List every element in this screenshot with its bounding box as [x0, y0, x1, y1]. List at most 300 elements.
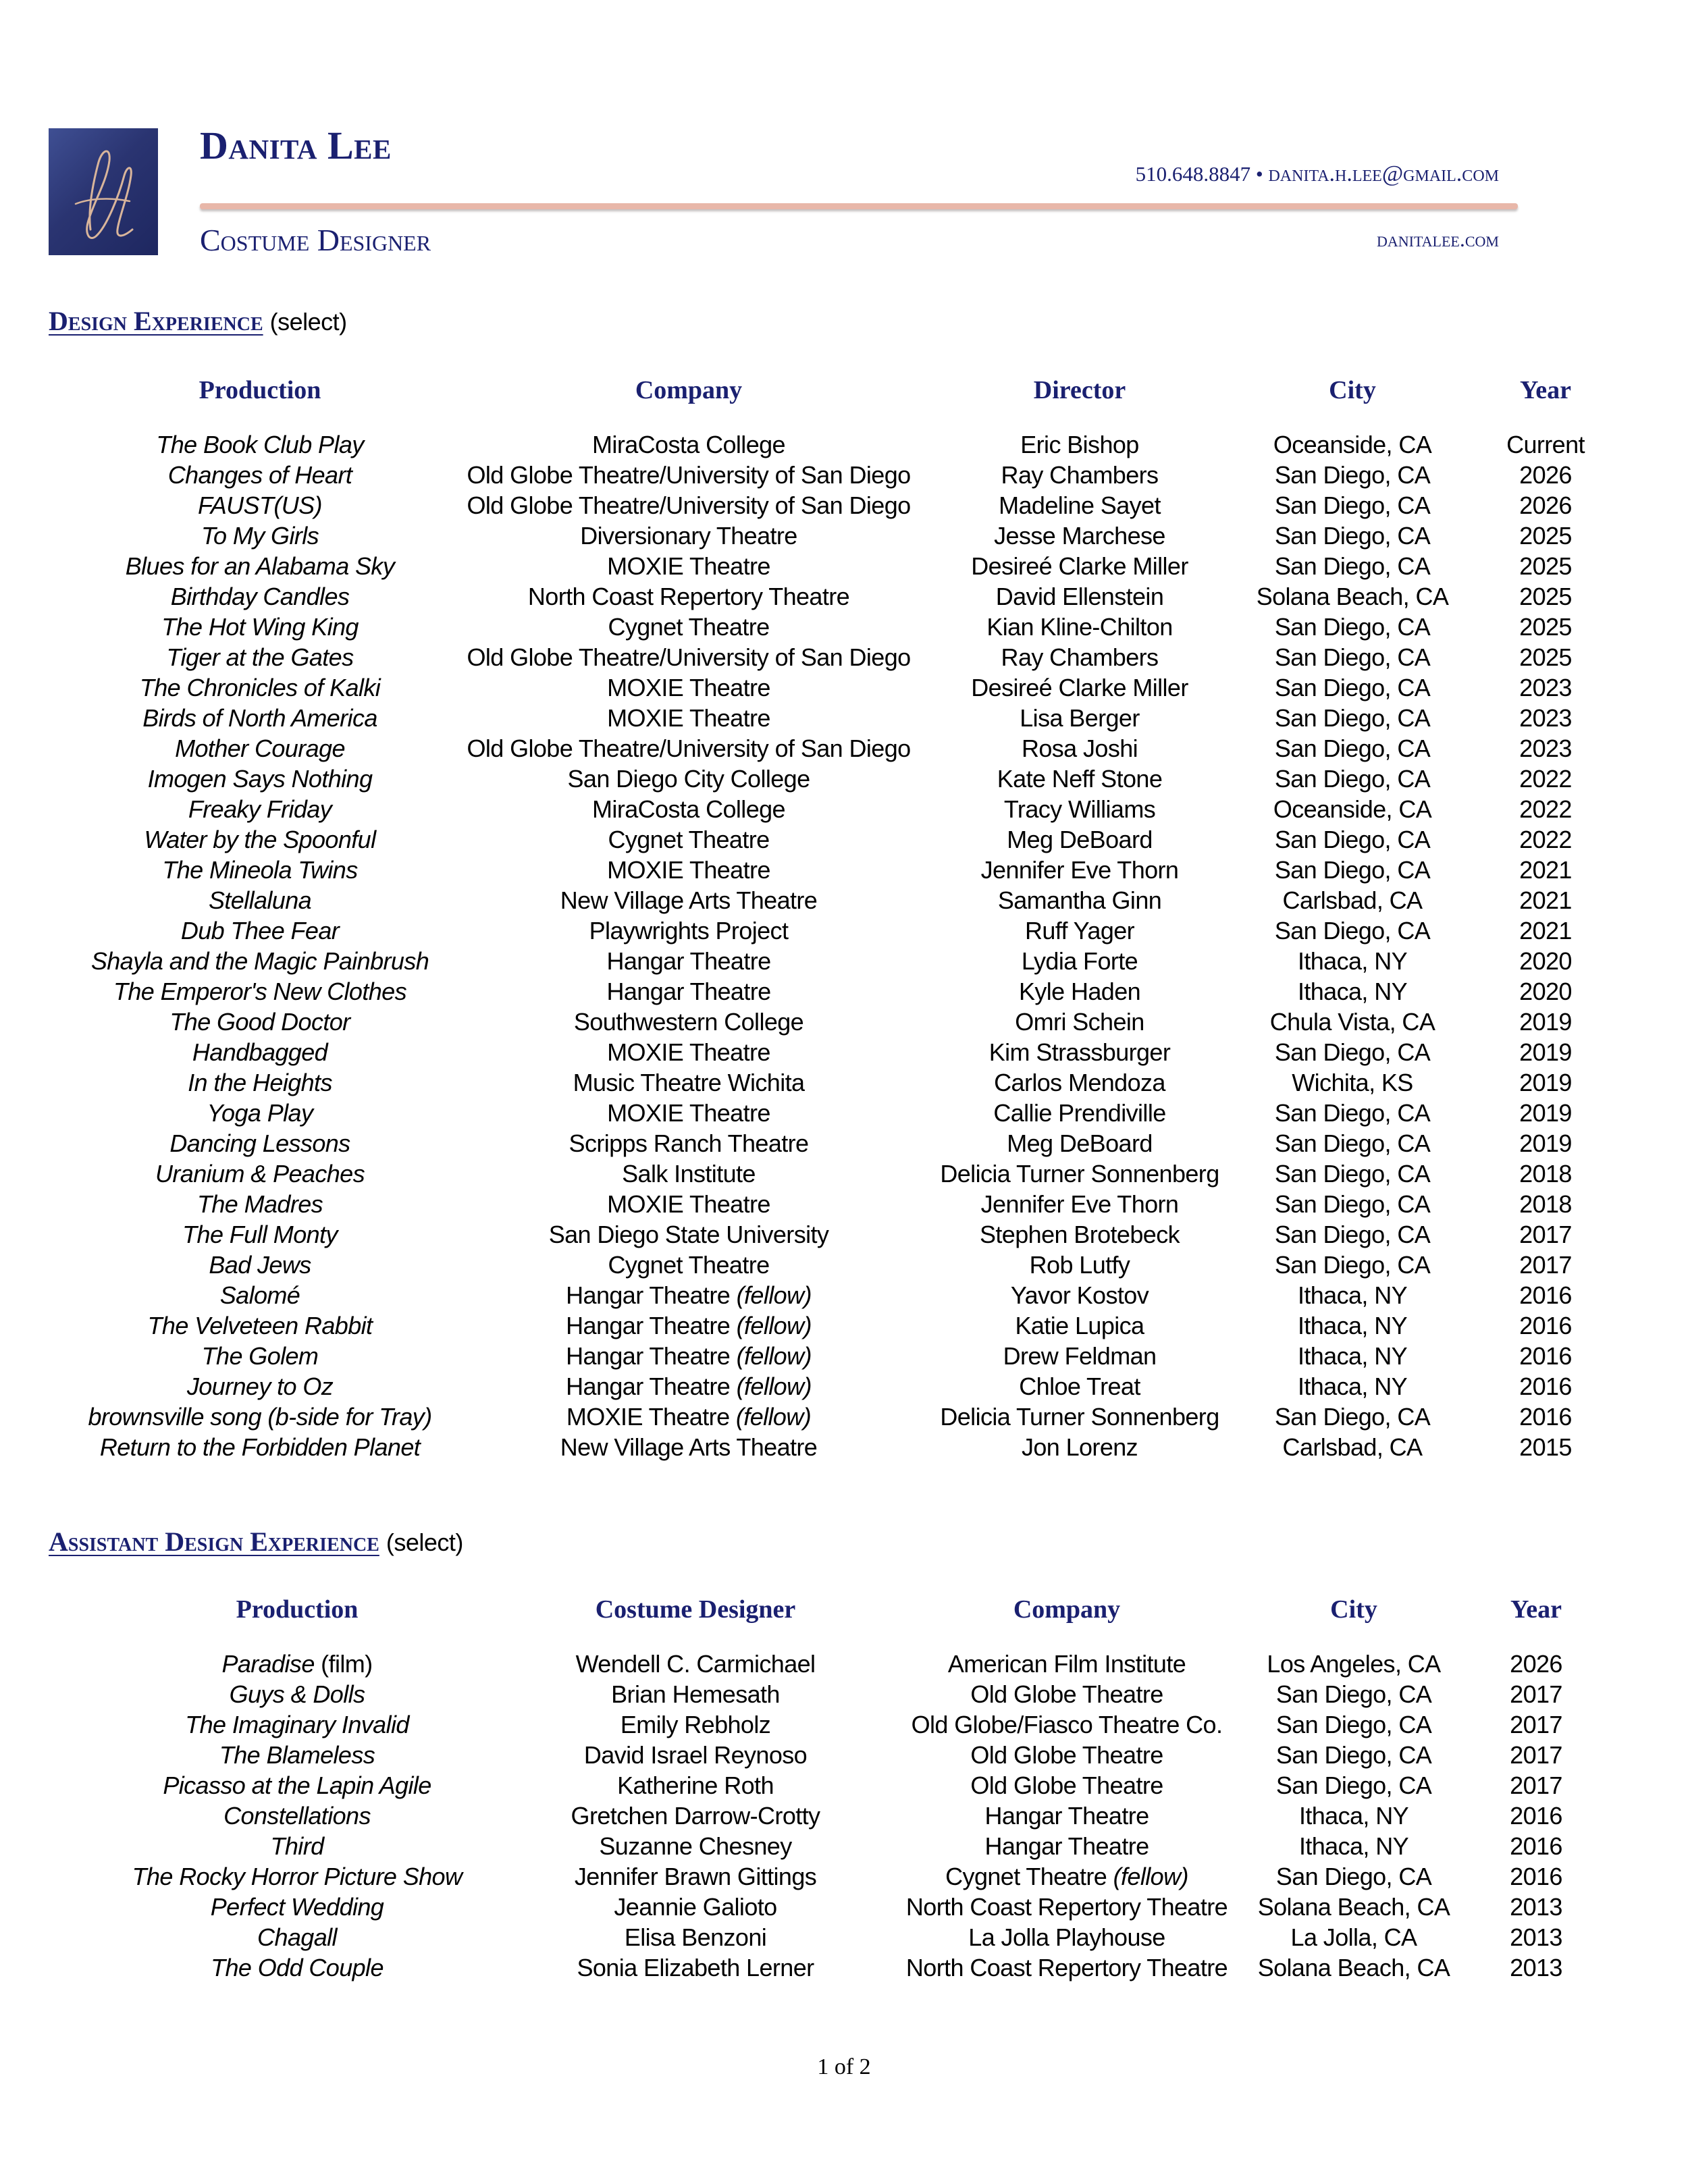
company-name: Old Globe/Fiasco Theatre Co. [911, 1711, 1223, 1738]
designer-cell: Gretchen Darrow-Crotty [571, 1802, 820, 1830]
director-cell: Desireé Clarke Miller [971, 674, 1188, 701]
city-cell: Solana Beach, CA [1257, 1893, 1450, 1921]
production-title: Picasso at the Lapin Agile [163, 1772, 431, 1799]
year-cell: 2018 [1519, 1160, 1572, 1188]
table-row [61, 946, 1627, 976]
production-cell: Tiger at the Gates [166, 643, 354, 671]
city-cell: San Diego, CA [1274, 674, 1431, 701]
director-cell: David Ellenstein [995, 583, 1164, 610]
table-row [61, 1189, 1627, 1219]
year-cell: 2017 [1510, 1741, 1562, 1769]
year-cell: 2019 [1519, 1069, 1572, 1096]
director-cell: Stephen Brotebeck [979, 1221, 1180, 1248]
production-cell: Freaky Friday [188, 795, 332, 823]
company-cell [459, 824, 918, 855]
company-cell [459, 703, 918, 733]
director-cell: Delicia Turner Sonnenberg [940, 1403, 1219, 1431]
assistant-col-year: Year [1510, 1595, 1562, 1624]
director-cell: Ray Chambers [1001, 461, 1159, 489]
year-cell: 2025 [1519, 522, 1572, 550]
company-name: La Jolla Playhouse [968, 1923, 1165, 1951]
production-cell: Salomé [219, 1281, 300, 1309]
company-name: MOXIE Theatre [566, 1403, 730, 1431]
table-row [101, 1649, 1600, 1679]
company-cell [898, 1861, 1236, 1892]
table-row [101, 1892, 1600, 1922]
city-cell: San Diego, CA [1274, 643, 1431, 671]
table-row [61, 794, 1627, 824]
company-name: American Film Institute [947, 1650, 1186, 1678]
table-row [61, 1067, 1627, 1098]
design-col-year: Year [1520, 376, 1571, 404]
director-cell: Omri Schein [1015, 1008, 1144, 1036]
company-cell [459, 551, 918, 581]
year-cell: 2016 [1519, 1312, 1572, 1339]
production-cell: Blues for an Alabama Sky [125, 552, 395, 580]
production-title: The Blameless [219, 1741, 375, 1769]
table-row [101, 1679, 1600, 1709]
director-cell: Chloe Treat [1019, 1373, 1140, 1400]
city-cell: Ithaca, NY [1297, 1312, 1408, 1339]
production-title: Chagall [257, 1923, 337, 1951]
company-cell [898, 1679, 1236, 1709]
production-cell [101, 1831, 493, 1861]
company-name: MOXIE Theatre [607, 856, 770, 884]
assistant-heading-title: Assistant Design Experience [49, 1526, 379, 1557]
design-heading-note: (select) [269, 308, 347, 336]
city-cell: San Diego, CA [1274, 856, 1431, 884]
designer-cell: Wendell C. Carmichael [575, 1650, 816, 1678]
production-cell: Birds of North America [142, 704, 377, 732]
director-cell: Delicia Turner Sonnenberg [940, 1160, 1219, 1188]
company-cell [459, 460, 918, 490]
company-name: New Village Arts Theatre [560, 1433, 818, 1461]
company-name: Old Globe Theatre/University of San Diego [467, 461, 911, 489]
company-name: Old Globe Theatre [970, 1741, 1163, 1769]
director-cell: Jennifer Eve Thorn [980, 1190, 1179, 1218]
separator-bullet: • [1255, 162, 1263, 186]
city-cell: San Diego, CA [1274, 1403, 1431, 1431]
company-name: Old Globe Theatre/University of San Diego [467, 643, 911, 671]
company-cell [459, 612, 918, 642]
contact-line [1136, 158, 1499, 190]
table-row [61, 581, 1627, 612]
city-cell: Ithaca, NY [1297, 947, 1408, 975]
fellow-note: (fellow) [1113, 1863, 1188, 1890]
designer-cell: Sonia Elizabeth Lerner [577, 1954, 814, 1981]
design-heading-title: Design Experience [49, 306, 263, 336]
fellow-note: (fellow) [735, 1403, 812, 1431]
table-row [61, 733, 1627, 764]
year-cell: 2016 [1519, 1403, 1572, 1431]
year-cell: 2016 [1519, 1373, 1572, 1400]
company-name: San Diego City College [567, 765, 810, 793]
director-cell: Carlos Mendoza [994, 1069, 1165, 1096]
designer-cell: David Israel Reynoso [583, 1741, 808, 1769]
production-cell: The Good Doctor [169, 1008, 350, 1036]
company-name: North Coast Repertory Theatre [527, 583, 850, 610]
production-cell: Dancing Lessons [169, 1129, 350, 1157]
production-cell: Journey to Oz [186, 1373, 334, 1400]
year-cell: 2016 [1519, 1342, 1572, 1370]
monogram-logo [49, 128, 158, 255]
city-cell: San Diego, CA [1274, 735, 1431, 762]
director-cell: Samantha Ginn [997, 886, 1162, 914]
year-cell: 2019 [1519, 1099, 1572, 1127]
company-name: MOXIE Theatre [607, 1038, 770, 1066]
table-row [61, 885, 1627, 915]
year-cell: 2015 [1519, 1433, 1572, 1461]
director-cell: Desireé Clarke Miller [971, 552, 1188, 580]
company-cell [459, 1432, 918, 1462]
production-cell: The Mineola Twins [162, 856, 358, 884]
city-cell: San Diego, CA [1275, 1711, 1432, 1738]
table-row [101, 1770, 1600, 1801]
city-cell: San Diego, CA [1274, 826, 1431, 853]
company-cell [459, 1219, 918, 1250]
city-cell: Ithaca, NY [1297, 1281, 1408, 1309]
table-row [61, 490, 1627, 521]
city-cell: San Diego, CA [1274, 765, 1431, 793]
fellow-note: (fellow) [736, 1373, 812, 1400]
production-cell: Dub Thee Fear [180, 917, 340, 944]
designer-cell: Katherine Roth [617, 1772, 774, 1799]
company-name: Salk Institute [622, 1160, 756, 1188]
company-name: MOXIE Theatre [607, 552, 770, 580]
table-row [61, 1128, 1627, 1158]
table-row [61, 1250, 1627, 1280]
year-cell: 2022 [1519, 795, 1572, 823]
table-row [101, 1922, 1600, 1952]
company-cell [459, 1402, 918, 1432]
design-col-city: City [1329, 376, 1376, 404]
city-cell: Solana Beach, CA [1257, 1954, 1450, 1981]
production-cell: Mother Courage [175, 735, 345, 762]
fellow-note: (fellow) [736, 1342, 812, 1370]
company-name: Diversionary Theatre [580, 522, 797, 550]
production-cell [101, 1649, 493, 1679]
city-cell: Ithaca, NY [1297, 1342, 1408, 1370]
company-cell [459, 1037, 918, 1067]
director-cell: Kyle Haden [1018, 978, 1141, 1005]
production-cell: The Emperor's New Clothes [113, 978, 407, 1005]
production-title: Third [270, 1832, 324, 1860]
assistant-experience-table [101, 1595, 1600, 1983]
company-name: Cygnet Theatre [945, 1863, 1107, 1890]
company-cell [459, 1310, 918, 1341]
assistant-col-designer: Costume Designer [595, 1595, 796, 1624]
production-cell: Stellaluna [208, 886, 312, 914]
designer-cell: Emily Rebholz [620, 1711, 771, 1738]
year-cell: 2025 [1519, 613, 1572, 641]
production-cell [101, 1770, 493, 1801]
city-cell: Carlsbad, CA [1282, 1433, 1423, 1461]
table-row [101, 1831, 1600, 1861]
year-cell: 2013 [1510, 1893, 1562, 1921]
designer-cell: Elisa Benzoni [624, 1923, 767, 1951]
production-title: Perfect Wedding [210, 1893, 384, 1921]
production-cell [101, 1892, 493, 1922]
company-cell [459, 521, 918, 551]
company-cell [459, 642, 918, 672]
table-row [61, 855, 1627, 885]
director-cell: Ruff Yager [1024, 917, 1135, 944]
company-cell [459, 1280, 918, 1310]
email-link[interactable]: danita.h.lee@gmail.com [1268, 161, 1499, 186]
city-cell: Solana Beach, CA [1256, 583, 1449, 610]
company-name: MiraCosta College [592, 431, 785, 458]
year-cell: 2023 [1519, 735, 1572, 762]
company-name: Cygnet Theatre [608, 826, 770, 853]
city-cell: Oceanside, CA [1273, 431, 1432, 458]
city-cell: San Diego, CA [1275, 1680, 1432, 1708]
city-cell: La Jolla, CA [1290, 1923, 1417, 1951]
table-row [61, 429, 1627, 460]
city-cell: Ithaca, NY [1297, 1373, 1408, 1400]
designer-cell: Jeannie Galioto [614, 1893, 777, 1921]
table-row [61, 764, 1627, 794]
table-row [61, 672, 1627, 703]
phone-number[interactable]: 510.648.8847 [1135, 162, 1251, 186]
year-cell: 2025 [1519, 552, 1572, 580]
company-name: Music Theatre Wichita [573, 1069, 805, 1096]
year-cell: 2013 [1510, 1923, 1562, 1951]
director-cell: Madeline Sayet [999, 491, 1161, 519]
assistant-col-company: Company [1013, 1595, 1121, 1624]
year-cell: 2026 [1510, 1650, 1562, 1678]
director-cell: Jennifer Eve Thorn [980, 856, 1179, 884]
table-row [61, 551, 1627, 581]
year-cell: 2020 [1519, 978, 1572, 1005]
city-cell: Los Angeles, CA [1267, 1650, 1441, 1678]
city-cell: Chula Vista, CA [1269, 1008, 1435, 1036]
company-cell [459, 429, 918, 460]
production-cell [101, 1709, 493, 1740]
company-name: MOXIE Theatre [607, 1099, 770, 1127]
city-cell: San Diego, CA [1275, 1863, 1432, 1890]
monogram-signature-icon [49, 128, 158, 255]
company-name: Hangar Theatre [606, 947, 771, 975]
year-cell: 2019 [1519, 1008, 1572, 1036]
company-cell [898, 1709, 1236, 1740]
city-cell: San Diego, CA [1275, 1772, 1432, 1799]
city-cell: Carlsbad, CA [1282, 886, 1423, 914]
production-cell [101, 1740, 493, 1770]
company-name: Hangar Theatre [984, 1802, 1149, 1830]
company-cell [459, 946, 918, 976]
director-cell: Tracy Williams [1003, 795, 1156, 823]
year-cell: 2023 [1519, 704, 1572, 732]
company-cell [459, 885, 918, 915]
city-cell: San Diego, CA [1275, 1741, 1432, 1769]
table-row [101, 1709, 1600, 1740]
company-name: North Coast Repertory Theatre [905, 1954, 1228, 1981]
production-title: Guys & Dolls [229, 1680, 365, 1708]
company-name: Cygnet Theatre [608, 613, 770, 641]
year-cell: 2026 [1519, 461, 1572, 489]
city-cell: San Diego, CA [1274, 552, 1431, 580]
company-name: MiraCosta College [592, 795, 785, 823]
company-cell [459, 1158, 918, 1189]
table-row [61, 1037, 1627, 1067]
production-cell: Shayla and the Magic Painbrush [90, 947, 429, 975]
year-cell: 2018 [1519, 1190, 1572, 1218]
design-section-heading [49, 304, 347, 340]
production-title: The Imaginary Invalid [185, 1711, 409, 1738]
company-name: San Diego State University [548, 1221, 829, 1248]
company-cell [459, 1189, 918, 1219]
assistant-col-city: City [1330, 1595, 1377, 1624]
assistant-col-production: Production [236, 1595, 359, 1624]
table-row [61, 1341, 1627, 1371]
director-cell: Lisa Berger [1020, 704, 1140, 732]
director-cell: Yavor Kostov [1010, 1281, 1149, 1309]
director-cell: Rosa Joshi [1021, 735, 1138, 762]
company-cell [459, 855, 918, 885]
year-cell: 2023 [1519, 674, 1572, 701]
city-cell: San Diego, CA [1274, 704, 1431, 732]
company-name: Old Globe Theatre/University of San Diego [467, 491, 911, 519]
company-cell [459, 1007, 918, 1037]
design-col-production: Production [199, 376, 321, 404]
company-cell [459, 1250, 918, 1280]
table-row [101, 1740, 1600, 1770]
company-name: Old Globe Theatre/University of San Diego [467, 735, 911, 762]
production-cell: FAUST(US) [198, 491, 322, 519]
city-cell: Ithaca, NY [1297, 978, 1408, 1005]
production-cell: The Madres [196, 1190, 323, 1218]
company-name: MOXIE Theatre [607, 674, 770, 701]
production-cell [101, 1952, 493, 1983]
director-cell: Katie Lupica [1015, 1312, 1144, 1339]
director-cell: Lydia Forte [1021, 947, 1138, 975]
company-cell [898, 1770, 1236, 1801]
company-name: Cygnet Theatre [608, 1251, 770, 1279]
production-cell: brownsville song (b-side for Tray) [88, 1403, 432, 1431]
production-cell: To My Girls [201, 522, 319, 550]
company-cell [898, 1922, 1236, 1952]
table-row [61, 1402, 1627, 1432]
company-name: Scripps Ranch Theatre [569, 1129, 809, 1157]
assistant-header-row [101, 1595, 1600, 1624]
company-cell [898, 1649, 1236, 1679]
website-link[interactable]: danitalee.com [1377, 227, 1499, 251]
company-cell [898, 1740, 1236, 1770]
production-title: The Rocky Horror Picture Show [132, 1863, 463, 1890]
production-cell [101, 1861, 493, 1892]
year-cell: 2017 [1510, 1680, 1562, 1708]
company-name: Hangar Theatre [566, 1342, 731, 1370]
company-name: New Village Arts Theatre [560, 886, 818, 914]
year-cell: 2022 [1519, 765, 1572, 793]
company-cell [898, 1952, 1236, 1983]
year-cell: 2021 [1519, 917, 1572, 944]
year-cell: 2016 [1519, 1281, 1572, 1309]
company-name: Hangar Theatre [566, 1281, 731, 1309]
production-cell: The Chronicles of Kalki [139, 674, 381, 701]
company-cell [898, 1801, 1236, 1831]
fellow-note: (fellow) [736, 1281, 812, 1309]
company-cell [459, 764, 918, 794]
design-experience-table [61, 375, 1627, 1462]
city-cell: Ithaca, NY [1298, 1802, 1409, 1830]
company-cell [459, 672, 918, 703]
director-cell: Meg DeBoard [1007, 1129, 1153, 1157]
company-cell [459, 976, 918, 1007]
table-row [61, 612, 1627, 642]
city-cell: Wichita, KS [1292, 1069, 1413, 1096]
director-cell: Jon Lorenz [1021, 1433, 1138, 1461]
year-cell: 2026 [1519, 491, 1572, 519]
designer-cell: Brian Hemesath [611, 1680, 780, 1708]
production-cell: The Full Monty [182, 1221, 338, 1248]
assistant-section-heading [49, 1524, 463, 1560]
design-col-director: Director [1033, 376, 1126, 404]
page-number: 1 of 2 [817, 2054, 871, 2079]
table-row [61, 642, 1627, 672]
production-cell: Yoga Play [207, 1099, 313, 1127]
design-col-company: Company [635, 376, 743, 404]
company-cell [459, 794, 918, 824]
year-cell: 2020 [1519, 947, 1572, 975]
company-name: Southwestern College [573, 1008, 804, 1036]
director-cell: Kian Kline-Chilton [986, 613, 1173, 641]
production-cell: Imogen Says Nothing [147, 765, 373, 793]
director-cell: Meg DeBoard [1007, 826, 1153, 853]
year-cell: 2016 [1510, 1832, 1562, 1860]
production-cell: Water by the Spoonful [144, 826, 376, 853]
year-cell: 2017 [1519, 1221, 1572, 1248]
production-title: Constellations [223, 1802, 371, 1830]
city-cell: San Diego, CA [1274, 491, 1431, 519]
city-cell: San Diego, CA [1274, 1251, 1431, 1279]
city-cell: San Diego, CA [1274, 1099, 1431, 1127]
city-cell: Ithaca, NY [1298, 1832, 1409, 1860]
director-cell: Eric Bishop [1020, 431, 1139, 458]
year-cell: 2017 [1519, 1251, 1572, 1279]
production-cell: The Golem [201, 1342, 319, 1370]
city-cell: San Diego, CA [1274, 1160, 1431, 1188]
company-cell [898, 1831, 1236, 1861]
year-cell: 2019 [1519, 1038, 1572, 1066]
table-row [101, 1952, 1600, 1983]
company-name: MOXIE Theatre [607, 1190, 770, 1218]
production-title: Paradise [221, 1650, 315, 1678]
production-cell [101, 1679, 493, 1709]
year-cell: 2016 [1510, 1863, 1562, 1890]
city-cell: San Diego, CA [1274, 1038, 1431, 1066]
year-cell: 2013 [1510, 1954, 1562, 1981]
city-cell: San Diego, CA [1274, 917, 1431, 944]
production-cell: Uranium & Peaches [155, 1160, 365, 1188]
table-row [101, 1801, 1600, 1831]
production-cell: The Hot Wing King [161, 613, 359, 641]
header-divider [200, 203, 1518, 209]
director-cell: Kate Neff Stone [997, 765, 1163, 793]
company-cell [459, 581, 918, 612]
city-cell: San Diego, CA [1274, 1221, 1431, 1248]
company-cell [459, 733, 918, 764]
table-row [61, 1310, 1627, 1341]
company-cell [459, 1128, 918, 1158]
production-cell: The Velveteen Rabbit [147, 1312, 373, 1339]
director-cell: Rob Lutfy [1029, 1251, 1130, 1279]
city-cell: San Diego, CA [1274, 522, 1431, 550]
production-cell [101, 1801, 493, 1831]
year-cell: 2019 [1519, 1129, 1572, 1157]
table-row [61, 1158, 1627, 1189]
production-cell: Birthday Candles [170, 583, 350, 610]
